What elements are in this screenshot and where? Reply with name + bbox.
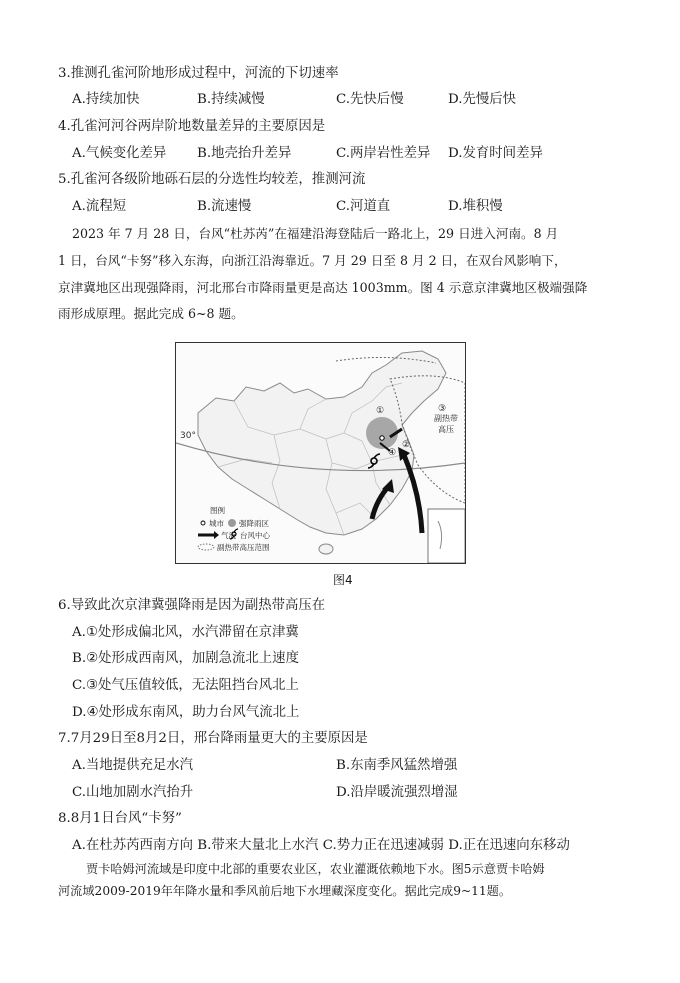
passage1-line-3: 京津冀地区出现强降雨，河北邢台市降雨量更是高达 1003mm。图 4 示意京津冀地区极端强降 — [58, 280, 588, 295]
q3-stem: 3.推测孔雀河阶地形成过程中，河流的下切速率 — [58, 66, 339, 81]
passage1-line-2: 1 日，台风“卡努”移入东海，向浙江沿海靠近。7 月 29 日至 8 月 2 日，在双台风影响下， — [58, 253, 567, 268]
q5-option-d: D.堆积慢 — [448, 199, 503, 214]
q7-stem: 7.7月29日至8月2日，邢台降雨量更大的主要原因是 — [58, 731, 368, 746]
high-label-1: 副热带 — [434, 414, 458, 423]
legend-high-icon — [198, 544, 214, 550]
q4-option-d: D.发育时间差异 — [448, 146, 543, 161]
q6-option-b: B.②处形成西南风，加剧急流北上速度 — [72, 651, 299, 666]
passage1-line-1: 2023 年 7 月 28 日，台风“杜苏芮”在福建沿海登陆后一路北上，29 日进入河南。8 月 — [72, 226, 559, 241]
q4-option-a: A.气候变化差异 — [72, 146, 167, 161]
q3-option-d: D.先慢后快 — [448, 92, 517, 107]
q6-option-a: A.①处形成偏北风，水汽滞留在京津冀 — [72, 625, 299, 640]
q7-option-b: B.东南季风猛然增强 — [336, 758, 458, 773]
q7-option-d: D.沿岸暖流强烈增湿 — [336, 785, 458, 800]
legend-rain: 强降雨区 — [239, 519, 269, 528]
marker-1: ① — [376, 406, 385, 416]
q3-option-b: B.持续减慢 — [197, 92, 265, 107]
hainan-island — [319, 544, 333, 554]
q8-options: A.在杜苏芮西南方向 B.带来大量北上水汽 C.势力正在迅速减弱 D.正在迅速向东移动 — [72, 838, 570, 853]
q6-option-d: D.④处形成东南风，助力台风气流北上 — [72, 705, 300, 720]
q8-stem: 8.8月1日台风“卡努” — [58, 811, 182, 826]
q4-stem: 4.孔雀河河谷两岸阶地数量差异的主要原因是 — [58, 119, 326, 134]
q5-option-c: C.河道直 — [336, 199, 391, 214]
legend-rain-icon — [228, 519, 236, 527]
passage2-line-1: 贾卡哈姆河流域是印度中北部的重要农业区，农业灌溉依赖地下水。图5示意贾卡哈姆 — [86, 862, 545, 876]
q3-option-a: A.持续加快 — [72, 92, 140, 107]
q5-option-a: A.流程短 — [72, 199, 127, 214]
legend-typhoon: 台风中心 — [240, 531, 270, 540]
q6-option-c: C.③处气压值较低，无法阻挡台风北上 — [72, 678, 299, 693]
city-marker — [380, 436, 384, 440]
legend-airflow: 气流 — [221, 531, 236, 540]
figure-4-map — [175, 342, 466, 564]
latitude-label: 30° — [180, 431, 196, 441]
figure-caption: 图4 — [333, 573, 353, 587]
map-legend — [198, 505, 270, 552]
legend-title: 图例 — [210, 506, 225, 515]
q3-option-c: C.先快后慢 — [336, 92, 404, 107]
legend-high: 副热带高压范围 — [217, 543, 270, 552]
legend-city-icon — [201, 521, 205, 525]
q7-option-c: C.山地加剧水汽抬升 — [72, 785, 194, 800]
q6-stem: 6.导致此次京津冀强降雨是因为副热带高压在 — [58, 598, 326, 613]
q4-option-b: B.地壳抬升差异 — [197, 146, 292, 161]
q7-option-a: A.当地提供充足水汽 — [72, 758, 194, 773]
marker-2: ② — [402, 440, 411, 450]
high-label-2: 高压 — [438, 425, 454, 434]
passage2-line-2: 河流域2009-2019年年降水量和季风前后地下水埋藏深度变化。据此完成9~11题。 — [58, 884, 512, 898]
island-inset — [428, 509, 465, 563]
q4-option-c: C.两岸岩性差异 — [336, 146, 431, 161]
passage1-line-4: 雨形成原理。据此完成 6~8 题。 — [58, 306, 244, 321]
q5-stem: 5.孔雀河各级阶地砾石层的分选性均较差，推测河流 — [58, 172, 366, 187]
marker-4: ④ — [388, 448, 397, 458]
q5-option-b: B.流速慢 — [197, 199, 252, 214]
legend-city: 城市 — [209, 519, 224, 528]
marker-3: ③ — [438, 404, 447, 414]
